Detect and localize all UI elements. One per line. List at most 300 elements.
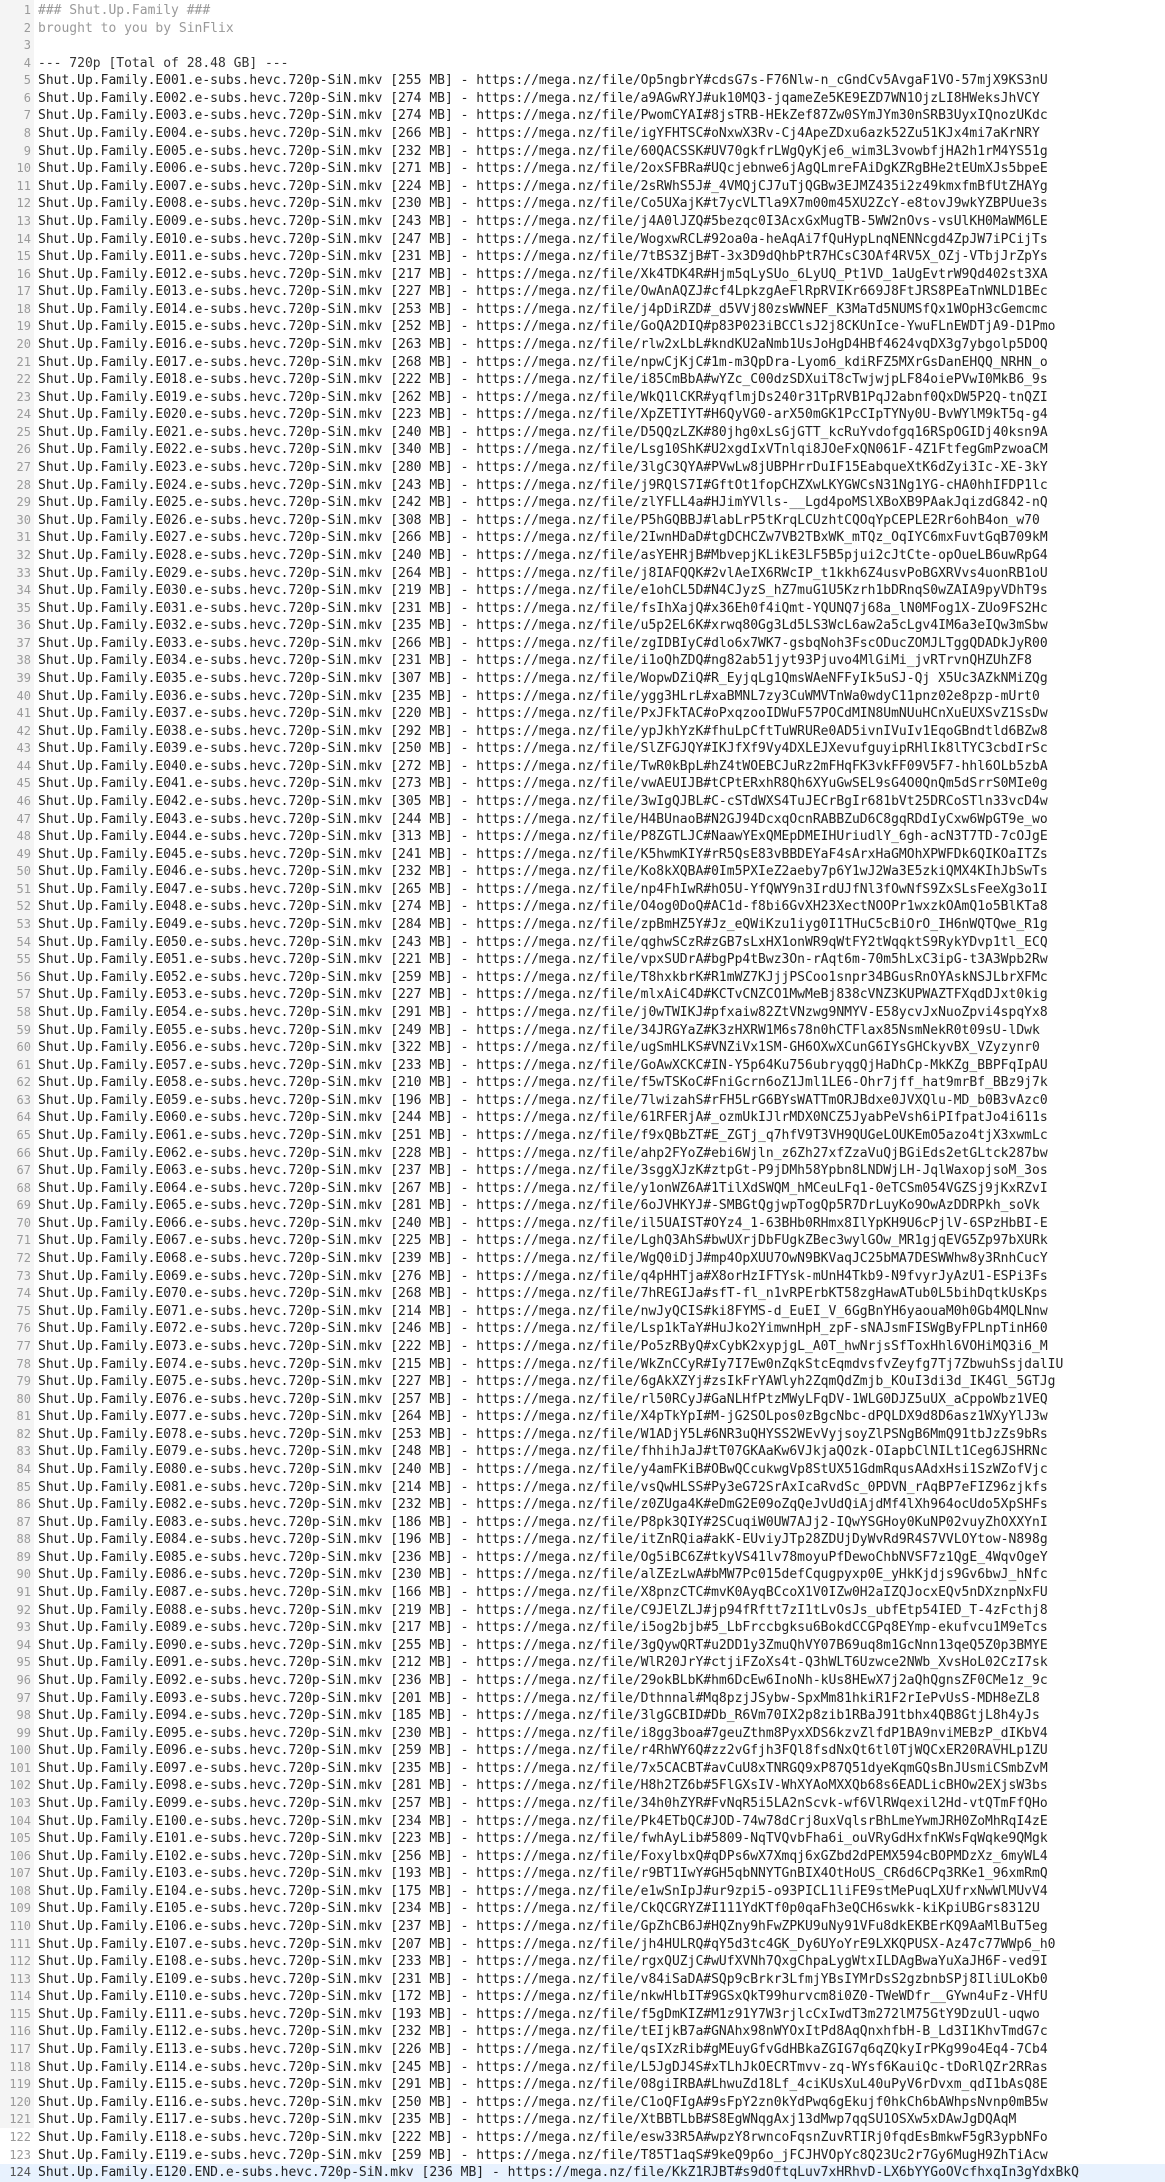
editor-line[interactable]	[0, 1356, 1165, 1374]
line-number: 118	[9, 2059, 31, 2074]
line-text[interactable]: Shut.Up.Family.E088.e-subs.hevc.720p-SiN.mkv [219 MB] - https://mega.nz/file/C9JElZLJ#jp94fRftt7zI1tLvOsJs_ubfEtp54IED_T-4zFcthj8	[38, 1602, 1048, 1618]
line-text[interactable]: Shut.Up.Family.E075.e-subs.hevc.720p-SiN.mkv [227 MB] - https://mega.nz/file/6gAkXZYj#zsIkFrYAWlyh2ZqmQdZmjb_KOuI3di3d_IK4Gl_5GTJg	[38, 1374, 1056, 1390]
line-text[interactable]: Shut.Up.Family.E083.e-subs.hevc.720p-SiN.mkv [186 MB] - https://mega.nz/file/P8pk3QIY#2SCuqiW0UW7AJj2-IQwYSGHoy0KuNP02vuyZhOXXYnI	[38, 1514, 1048, 1530]
line-text[interactable]: Shut.Up.Family.E046.e-subs.hevc.720p-SiN.mkv [232 MB] - https://mega.nz/file/Ko8kXQBA#0Im5PXIeZ2aeby7p6Y1wJ2Wa3E5zkiQMX4KIhJbSwTs	[38, 864, 1048, 880]
line-number: 8	[23, 126, 31, 141]
editor-line[interactable]	[0, 1848, 1165, 1866]
line-number: 43	[16, 741, 31, 756]
editor-line[interactable]	[0, 547, 1165, 565]
line-text[interactable]: Shut.Up.Family.E047.e-subs.hevc.720p-SiN.mkv [265 MB] - https://mega.nz/file/np4FhIwR#hO5U-YfQWY9n3IrdUJfNl3fOwNfS9ZxSLsFeeXg3o1I	[38, 881, 1048, 897]
editor-line[interactable]	[0, 406, 1165, 424]
line-text[interactable]: Shut.Up.Family.E055.e-subs.hevc.720p-SiN.mkv [249 MB] - https://mega.nz/file/34JRGYaZ#K3zHXRW1M6s78n0hCTFlax85NsmNekR0t09sU-lDwk	[38, 1022, 1040, 1038]
line-text[interactable]: Shut.Up.Family.E116.e-subs.hevc.720p-SiN.mkv [250 MB] - https://mega.nz/file/C1oQFIgA#9sFpY2zn0kYdPwq6gEkujf0hkCh6bAWhpsNvnp0mB5w	[38, 2094, 1048, 2110]
line-number: 85	[16, 1479, 31, 1494]
editor-line[interactable]	[0, 1162, 1165, 1180]
editor-line[interactable]	[0, 1795, 1165, 1813]
line-text[interactable]: Shut.Up.Family.E021.e-subs.hevc.720p-SiN.mkv [240 MB] - https://mega.nz/file/D5QQzLZK#80jhg0xLsGjGTT_kcRuYvdofgq16RSpOGIDj40ksn9A	[38, 424, 1048, 440]
line-number: 106	[9, 1848, 31, 1863]
editor-line[interactable]	[0, 1760, 1165, 1778]
editor-line[interactable]	[0, 1936, 1165, 1954]
editor-line[interactable]	[0, 1109, 1165, 1127]
line-number: 74	[16, 1286, 31, 1301]
editor-line[interactable]	[0, 1830, 1165, 1848]
editor-line[interactable]	[0, 951, 1165, 969]
line-text[interactable]: Shut.Up.Family.E103.e-subs.hevc.720p-SiN.mkv [193 MB] - https://mega.nz/file/r9BT1IwY#GH5qbNNYTGnBIX4OtHoUS_CR6d6CPq3RKe1_96xmRmQ	[38, 1866, 1048, 1882]
line-text[interactable]: Shut.Up.Family.E079.e-subs.hevc.720p-SiN.mkv [248 MB] - https://mega.nz/file/fhhihJaJ#tT07GKAaKw6VJkjaQOzk-OIapbClNILt1Ceg6JSHRNc	[38, 1444, 1048, 1460]
line-number: 122	[9, 2129, 31, 2144]
line-text[interactable]: Shut.Up.Family.E051.e-subs.hevc.720p-SiN.mkv [221 MB] - https://mega.nz/file/vpxSUDrA#bgPp4tBwz3On-rAqt6m-70m5hLxC3ipG-t3A3Wpb2Rw	[38, 952, 1048, 968]
editor-line[interactable]	[0, 160, 1165, 178]
line-text[interactable]: Shut.Up.Family.E025.e-subs.hevc.720p-SiN.mkv [242 MB] - https://mega.nz/file/zlYFLL4a#HJimYVlls-__Lgd4poMSlXBoXB9PAakJqizdG842-nQ	[38, 495, 1048, 511]
line-text[interactable]: Shut.Up.Family.E050.e-subs.hevc.720p-SiN.mkv [243 MB] - https://mega.nz/file/qghwSCzR#zGB7sLxHX1onWR9qWtFY2tWqqktS9RykYDvp1tl_ECQ	[38, 934, 1048, 950]
line-text[interactable]: Shut.Up.Family.E106.e-subs.hevc.720p-SiN.mkv [237 MB] - https://mega.nz/file/GpZhCB6J#HQZny9hFwZPKU9uNy91VFu8dkEKBErKQ9AaMlBuT5eg	[38, 1919, 1048, 1935]
line-text[interactable]: Shut.Up.Family.E086.e-subs.hevc.720p-SiN.mkv [230 MB] - https://mega.nz/file/alZEzLwA#bMW7Pc015defCqugpyxp0E_yHkKjdjs9Gv6bwJ_hNfc	[38, 1567, 1048, 1583]
line-text[interactable]: Shut.Up.Family.E095.e-subs.hevc.720p-SiN.mkv [230 MB] - https://mega.nz/file/i8gg3boa#7geuZthm8PyxXDS6kzvZlfdP1BA9nviMEBzP_dIKbV4	[38, 1725, 1048, 1741]
editor-line[interactable]	[0, 1619, 1165, 1637]
editor-line[interactable]	[0, 512, 1165, 530]
editor-line[interactable]	[0, 55, 1165, 73]
editor-line[interactable]	[0, 2059, 1165, 2077]
editor-line[interactable]	[0, 1883, 1165, 1901]
editor-line[interactable]	[0, 424, 1165, 442]
editor-line[interactable]	[0, 195, 1165, 213]
line-text[interactable]: Shut.Up.Family.E069.e-subs.hevc.720p-SiN.mkv [276 MB] - https://mega.nz/file/q4pHHTja#X8orHzIFTYsk-mUnH4Tkb9-N9fvyrJyAzU1-ESPi3Fs	[38, 1268, 1048, 1284]
editor-line[interactable]	[0, 705, 1165, 723]
line-number: 40	[16, 688, 31, 703]
line-text[interactable]: Shut.Up.Family.E112.e-subs.hevc.720p-SiN.mkv [232 MB] - https://mega.nz/file/tEIjkB7a#GNAhx98nWYOxItPd8AqQnxhfbH-B_Ld3I1KhvTmdG7c	[38, 2024, 1048, 2040]
line-text[interactable]: Shut.Up.Family.E066.e-subs.hevc.720p-SiN.mkv [240 MB] - https://mega.nz/file/il5UAIST#OYz4_1-63BHb0RHmx8IlYpKH9U6cPjlV-6SPzHbBI-E	[38, 1215, 1048, 1231]
editor-line[interactable]	[0, 1602, 1165, 1620]
line-number: 9	[23, 143, 31, 158]
line-text[interactable]: --- 720p [Total of 28.48 GB] ---	[38, 55, 289, 71]
line-text[interactable]: Shut.Up.Family.E036.e-subs.hevc.720p-SiN.mkv [235 MB] - https://mega.nz/file/ygg3HLrL#xaBMNL7zy3CuWMVTnWa0wdyC11pnz02e8pzp-mUrt0	[38, 688, 1040, 704]
editor-line[interactable]	[0, 2129, 1165, 2147]
line-text[interactable]: Shut.Up.Family.E006.e-subs.hevc.720p-SiN.mkv [271 MB] - https://mega.nz/file/2oxSFBRa#UQcjebnwe6jAgQLmreFAiDgKZRgBHe2tEUmXJs5bpeE	[38, 161, 1048, 177]
line-text[interactable]: Shut.Up.Family.E015.e-subs.hevc.720p-SiN.mkv [252 MB] - https://mega.nz/file/GoQA2DIQ#p83P023iBCClsJ2j8CKUnIce-YwuFLnEWDTjA9-D1Pmo	[38, 319, 1056, 335]
editor-line[interactable]	[0, 1074, 1165, 1092]
editor-line[interactable]	[0, 1320, 1165, 1338]
editor-line[interactable]	[0, 670, 1165, 688]
line-text[interactable]: Shut.Up.Family.E092.e-subs.hevc.720p-SiN.mkv [236 MB] - https://mega.nz/file/29okBLbK#hm6DcEw6InoNh-kUs8HEwX7j2aQhQgnsZF0CMe1z_9c	[38, 1672, 1048, 1688]
line-number: 35	[16, 600, 31, 615]
line-text[interactable]: Shut.Up.Family.E018.e-subs.hevc.720p-SiN.mkv [222 MB] - https://mega.nz/file/i85CmBbA#wYZc_C00dzSDXuiT8cTwjwjpLF84oiePVwI0MkB6_9s	[38, 372, 1048, 388]
line-text[interactable]: Shut.Up.Family.E102.e-subs.hevc.720p-SiN.mkv [256 MB] - https://mega.nz/file/FoxylbxQ#qDPs6wX7Xmqj6xGZbd2dPEMX594cBOPMDzXz_6myWL4	[38, 1848, 1048, 1864]
line-text[interactable]: Shut.Up.Family.E107.e-subs.hevc.720p-SiN.mkv [207 MB] - https://mega.nz/file/jh4HULRQ#qY5d3tc4GK_Dy6UYoYrE9LXKQPUSX-Az47c77WWp6_h0	[38, 1936, 1056, 1952]
line-number: 107	[9, 1866, 31, 1881]
line-text[interactable]: Shut.Up.Family.E060.e-subs.hevc.720p-SiN.mkv [244 MB] - https://mega.nz/file/61RFERjA#_ozmUkIJlrMDX0NCZ5JyabPeVsh6iPIfpatJo4i611s	[38, 1110, 1048, 1126]
line-number: 93	[16, 1620, 31, 1635]
editor-line[interactable]	[0, 1531, 1165, 1549]
editor-line[interactable]	[0, 986, 1165, 1004]
editor-line[interactable]	[0, 881, 1165, 899]
line-text[interactable]: Shut.Up.Family.E100.e-subs.hevc.720p-SiN.mkv [234 MB] - https://mega.nz/file/Pk4ETbQC#JOD-74w78dCrj8uxVqlsrBhLmeYwmJRH0ZoMhRqI4zE	[38, 1813, 1048, 1829]
editor-line[interactable]	[0, 775, 1165, 793]
editor-line[interactable]	[0, 635, 1165, 653]
current-editor-line[interactable]	[0, 2164, 1165, 2182]
line-text[interactable]: Shut.Up.Family.E028.e-subs.hevc.720p-SiN.mkv [240 MB] - https://mega.nz/file/asYEHRjB#MbvepjKLikE3LF5B5pjui2cJtCte-opOueLB6uwRpG4	[38, 547, 1048, 563]
line-text[interactable]: Shut.Up.Family.E077.e-subs.hevc.720p-SiN.mkv [264 MB] - https://mega.nz/file/X4pTkYpI#M-jG2SOLpos0zBgcNbc-dPQLDX9d8D6asz1WXyYlJ3w	[38, 1409, 1048, 1425]
line-text[interactable]: Shut.Up.Family.E008.e-subs.hevc.720p-SiN.mkv [230 MB] - https://mega.nz/file/Co5UXajK#t7ycVLTla9X7m00m45XU2ZcY-e8tovJ9wkYZBPUue3s	[38, 196, 1048, 212]
line-number: 123	[9, 2147, 31, 2162]
line-text[interactable]: Shut.Up.Family.E004.e-subs.hevc.720p-SiN.mkv [266 MB] - https://mega.nz/file/igYFHTSC#oNxwX3Rv-Cj4ApeZDxu6azk52Zu51KJx4mi7aKrNRY	[38, 126, 1040, 142]
line-text[interactable]: Shut.Up.Family.E038.e-subs.hevc.720p-SiN.mkv [292 MB] - https://mega.nz/file/ypJkhYzK#fhuLpCftTuWRURe0AD5ivnIVuIv1EqoGBndtld6BZw8	[38, 723, 1048, 739]
line-text[interactable]: Shut.Up.Family.E009.e-subs.hevc.720p-SiN.mkv [243 MB] - https://mega.nz/file/j4A0lJZQ#5bezqc0I3AcxGxMugTB-5WW2nOvs-vsUlKH0MaWM6LE	[38, 213, 1048, 229]
line-text[interactable]: Shut.Up.Family.E105.e-subs.hevc.720p-SiN.mkv [234 MB] - https://mega.nz/file/CkQCGRYZ#I111YdKTf0p0qaFh3eQCH6swkk-kiKpiUBGrs8312U	[38, 1901, 1040, 1917]
line-text[interactable]: Shut.Up.Family.E084.e-subs.hevc.720p-SiN.mkv [196 MB] - https://mega.nz/file/itZnRQia#akK-EUviyJTp28ZDUjDyWvRd9R4S7VVLOYtow-N898g	[38, 1532, 1048, 1548]
editor-line[interactable]	[0, 125, 1165, 143]
line-number: 64	[16, 1110, 31, 1125]
line-text[interactable]: Shut.Up.Family.E104.e-subs.hevc.720p-SiN.mkv [175 MB] - https://mega.nz/file/e1wSnIpJ#ur9zpi5-o93PICL1liFE9stMePuqLXUfrxNwWlMUvV4	[38, 1883, 1048, 1899]
line-text[interactable]: Shut.Up.Family.E043.e-subs.hevc.720p-SiN.mkv [244 MB] - https://mega.nz/file/H4BUnaoB#N2GJ94DcxqOcnRABBZuD6C8gqRDdIyCxw6WpGT9e_wo	[38, 811, 1048, 827]
line-text[interactable]: Shut.Up.Family.E034.e-subs.hevc.720p-SiN.mkv [231 MB] - https://mega.nz/file/i1oQhZDQ#ng82ab51jyt93Pjuvo4MlGiMi_jvRTrvnQHZUhZF8	[38, 653, 1032, 669]
line-number: 116	[9, 2024, 31, 2039]
line-text[interactable]: Shut.Up.Family.E059.e-subs.hevc.720p-SiN.mkv [196 MB] - https://mega.nz/file/7lwizahS#rFH5LrG6BYsWATTmORJBdxe0JVXQlu-MD_b0B3vAzc0	[38, 1092, 1048, 1108]
line-text[interactable]: Shut.Up.Family.E067.e-subs.hevc.720p-SiN.mkv [225 MB] - https://mega.nz/file/LghQ3AhS#bwUXrjDbFUgkZBec3wylGOw_MR1gjqEVG5Zp97bXURk	[38, 1233, 1048, 1249]
editor-line[interactable]	[0, 1004, 1165, 1022]
line-text[interactable]: Shut.Up.Family.E020.e-subs.hevc.720p-SiN.mkv [223 MB] - https://mega.nz/file/XpZETIYT#H6QyVG0-arX50mGK1PcCIpTYNy0U-BvWYlM9kT5q-g4	[38, 407, 1048, 423]
line-text[interactable]: Shut.Up.Family.E090.e-subs.hevc.720p-SiN.mkv [255 MB] - https://mega.nz/file/3gQywQRT#u2DD1y3ZmuQhVY07B69uq8m1GcNnn13qeQ5Z0p3BMYE	[38, 1637, 1048, 1653]
editor-line[interactable]	[0, 1215, 1165, 1233]
editor-line[interactable]	[0, 1584, 1165, 1602]
line-text[interactable]: Shut.Up.Family.E109.e-subs.hevc.720p-SiN.mkv [231 MB] - https://mega.nz/file/v84iSaDA#SQp9cBrkr3LfmjYBsIYMrDsS2gzbnbSPj8IliULoKb0	[38, 1971, 1048, 1987]
line-number: 57	[16, 987, 31, 1002]
line-number: 78	[16, 1356, 31, 1371]
line-number: 79	[16, 1374, 31, 1389]
line-number: 42	[16, 723, 31, 738]
editor-line[interactable]	[0, 600, 1165, 618]
line-number: 29	[16, 495, 31, 510]
editor-line[interactable]	[0, 1426, 1165, 1444]
line-text[interactable]: Shut.Up.Family.E019.e-subs.hevc.720p-SiN.mkv [262 MB] - https://mega.nz/file/WkQ1lCKR#yqflmjDs240r31TpRVB1PqJ2abnf0QxDW5P2Q-tnQZI	[38, 389, 1048, 405]
editor-line[interactable]	[0, 1479, 1165, 1497]
line-text[interactable]: Shut.Up.Family.E120.END.e-subs.hevc.720p-SiN.mkv [236 MB] - https://mega.nz/file/KkZ1RJBT#s9dOftqLuv7xHRhvD-LX6bYYGoOVcfhxqIn3gYdxBkQ	[38, 2165, 1079, 2181]
editor-line[interactable]	[0, 2, 1165, 20]
line-text[interactable]: Shut.Up.Family.E094.e-subs.hevc.720p-SiN.mkv [185 MB] - https://mega.nz/file/3lgGCBID#Db_R6Vm70IX2p8zib1RBaJ91tbhx4QB8GtjL8h4yJs	[38, 1708, 1040, 1724]
editor-line[interactable]	[0, 1461, 1165, 1479]
line-text[interactable]: Shut.Up.Family.E012.e-subs.hevc.720p-SiN.mkv [217 MB] - https://mega.nz/file/Xk4TDK4R#Hjm5qLySUo_6LyUQ_Pt1VD_1aUgEvtrW9Qd402st3XA	[38, 266, 1048, 282]
line-number: 101	[9, 1760, 31, 1775]
line-number: 121	[9, 2112, 31, 2127]
editor-line[interactable]	[0, 213, 1165, 231]
line-text[interactable]: Shut.Up.Family.E091.e-subs.hevc.720p-SiN.mkv [212 MB] - https://mega.nz/file/WlR20JrY#ctjiFZoXs4t-Q3hWLT6Uzwce2NWb_XvsHoL02CzI7sk	[38, 1655, 1048, 1671]
editor-line[interactable]	[0, 1391, 1165, 1409]
editor-line[interactable]	[0, 1180, 1165, 1198]
line-text[interactable]: Shut.Up.Family.E033.e-subs.hevc.720p-SiN.mkv [266 MB] - https://mega.nz/file/zgIDBIyC#dlo6x7WK7-gsbqNoh3FscODucZOMJLTggQDADkJyR00	[38, 635, 1048, 651]
editor-line[interactable]	[0, 1057, 1165, 1075]
editor-line[interactable]	[0, 283, 1165, 301]
line-text[interactable]: Shut.Up.Family.E049.e-subs.hevc.720p-SiN.mkv [284 MB] - https://mega.nz/file/zpBmHZ5Y#Jz_eQWiKzu1iyg0I1THuC5cBiOrO_IH6nWQTQwe_R1g	[38, 917, 1048, 933]
editor-line[interactable]	[0, 1813, 1165, 1831]
line-text[interactable]: brought to you by SinFlix	[38, 20, 234, 36]
line-text[interactable]: Shut.Up.Family.E076.e-subs.hevc.720p-SiN.mkv [257 MB] - https://mega.nz/file/rl50RCyJ#GaNLHfPtzMWyLFqDV-1WLG0DJZ5uUX_aCppoWbz1VEQ	[38, 1391, 1048, 1407]
editor-line[interactable]	[0, 72, 1165, 90]
editor-line[interactable]	[0, 1654, 1165, 1672]
line-text[interactable]: Shut.Up.Family.E045.e-subs.hevc.720p-SiN.mkv [241 MB] - https://mega.nz/file/K5hwmKIY#rR5QsE83vBBDEYaF4sArxHaGMOhXPWFDk6QIKOaITZs	[38, 846, 1048, 862]
editor-line[interactable]	[0, 565, 1165, 583]
line-number: 75	[16, 1303, 31, 1318]
line-text[interactable]: Shut.Up.Family.E111.e-subs.hevc.720p-SiN.mkv [193 MB] - https://mega.nz/file/f5gDmKIZ#M1z91Y7W3rjlcCxIwdT3m272lM75GtY9DzuUl-uqwo	[38, 2006, 1040, 2022]
editor-line[interactable]	[0, 1092, 1165, 1110]
line-text[interactable]: Shut.Up.Family.E074.e-subs.hevc.720p-SiN.mkv [215 MB] - https://mega.nz/file/WkZnCCyR#Iy7I7Ew0nZqkStcEqmdvsfvZeyfg7Tj7ZbwuhSsjdalIU	[38, 1356, 1064, 1372]
editor-line[interactable]	[0, 811, 1165, 829]
line-text[interactable]: Shut.Up.Family.E110.e-subs.hevc.720p-SiN.mkv [172 MB] - https://mega.nz/file/nkwHlbIT#9GSxQkT99hurvcm8i0Z0-TWeWDfr__GYwn4uFz-VHfU	[38, 1989, 1048, 2005]
line-number: 115	[9, 2006, 31, 2021]
line-text[interactable]: Shut.Up.Family.E063.e-subs.hevc.720p-SiN.mkv [237 MB] - https://mega.nz/file/3sggXJzK#ztpGt-P9jDMh58Ypbn8LNDWjLH-JqlWaxopjsoM_3os	[38, 1163, 1048, 1179]
editor-line[interactable]	[0, 1953, 1165, 1971]
editor-line[interactable]	[0, 354, 1165, 372]
editor-line[interactable]	[0, 143, 1165, 161]
line-text[interactable]: Shut.Up.Family.E003.e-subs.hevc.720p-SiN.mkv [274 MB] - https://mega.nz/file/PwomCYAI#8jsTRB-HEkZef87Zw0SYmJYm30nSRB3UyxIQnozUKdc	[38, 108, 1048, 124]
line-number: 94	[16, 1637, 31, 1652]
editor-line[interactable]	[0, 1777, 1165, 1795]
editor-line[interactable]	[0, 1971, 1165, 1989]
editor-line[interactable]	[0, 652, 1165, 670]
line-text[interactable]: Shut.Up.Family.E027.e-subs.hevc.720p-SiN.mkv [266 MB] - https://mega.nz/file/2IwnHDaD#tgDCHCZw7VB2TBxWK_mTQz_OqIYC6mxFuvtGqB709kM	[38, 530, 1048, 546]
line-text[interactable]: Shut.Up.Family.E010.e-subs.hevc.720p-SiN.mkv [247 MB] - https://mega.nz/file/WogxwRCL#92oa0a-heAqAi7fQuHypLnqNENNcgd4ZpJW7iPCijTs	[38, 231, 1048, 247]
editor-line[interactable]	[0, 1268, 1165, 1286]
line-text[interactable]: Shut.Up.Family.E113.e-subs.hevc.720p-SiN.mkv [226 MB] - https://mega.nz/file/qsIXzRib#gMEuyGfvGdHBkaZGIG7q6qZQkyIrPKg99o4Eq4-7Cb4	[38, 2042, 1048, 2058]
line-text[interactable]: Shut.Up.Family.E085.e-subs.hevc.720p-SiN.mkv [236 MB] - https://mega.nz/file/Og5iBC6Z#tkyVS41lv78moyuPfDewoChbNVSF7z1QgE_4WqvOgeY	[38, 1549, 1048, 1565]
line-number: 31	[16, 530, 31, 545]
editor-line[interactable]	[0, 758, 1165, 776]
line-text[interactable]: Shut.Up.Family.E039.e-subs.hevc.720p-SiN.mkv [250 MB] - https://mega.nz/file/SlZFGJQY#IKJfXf9Vy4DXLEJXevufguyipRHlIk8lTYC3cbdIrSc	[38, 741, 1048, 757]
line-text[interactable]: Shut.Up.Family.E052.e-subs.hevc.720p-SiN.mkv [259 MB] - https://mega.nz/file/T8hxkbrK#R1mWZ7KJjjPSCoo1snpr34BGusRnOYAskNSJLbrXFMc	[38, 969, 1048, 985]
line-text[interactable]: Shut.Up.Family.E119.e-subs.hevc.720p-SiN.mkv [259 MB] - https://mega.nz/file/T85T1aqS#9keQ9p6o_jFCJHVOpYc8Q23Uc2r7Gy6MugH9ZhTiAcw	[38, 2147, 1048, 2163]
editor-line[interactable]	[0, 934, 1165, 952]
editor-line[interactable]	[0, 1496, 1165, 1514]
line-number: 124	[9, 2165, 31, 2180]
line-text[interactable]: Shut.Up.Family.E032.e-subs.hevc.720p-SiN.mkv [235 MB] - https://mega.nz/file/u5p2EL6K#xrwq80Gg3Ld5LS3WcL6aw2a5cLgv4IM6a3eIQw3mSbw	[38, 618, 1048, 634]
editor-line[interactable]	[0, 723, 1165, 741]
editor-line[interactable]	[0, 1690, 1165, 1708]
editor-line[interactable]	[0, 846, 1165, 864]
editor-line[interactable]	[0, 231, 1165, 249]
line-text[interactable]: Shut.Up.Family.E089.e-subs.hevc.720p-SiN.mkv [217 MB] - https://mega.nz/file/i5og2bjb#5_LbFrccbgksu6BokdCCGPq8EYmp-ekufvcu1M9eTcs	[38, 1620, 1048, 1636]
editor-lines[interactable]	[0, 2, 1165, 2182]
editor-line[interactable]	[0, 266, 1165, 284]
editor-line[interactable]	[0, 2094, 1165, 2112]
line-number: 108	[9, 1883, 31, 1898]
editor-line[interactable]	[0, 1707, 1165, 1725]
editor-line[interactable]	[0, 1443, 1165, 1461]
line-number: 91	[16, 1585, 31, 1600]
editor-line[interactable]	[0, 916, 1165, 934]
editor-line[interactable]	[0, 1285, 1165, 1303]
editor-line[interactable]	[0, 1408, 1165, 1426]
editor-line[interactable]	[0, 248, 1165, 266]
editor-line[interactable]	[0, 1988, 1165, 2006]
line-text[interactable]: Shut.Up.Family.E007.e-subs.hevc.720p-SiN.mkv [224 MB] - https://mega.nz/file/2sRWhS5J#_4VMQjCJ7uTjQGBw3EJMZ435i2z49kmxfmBfUtZHAYg	[38, 178, 1048, 194]
line-text[interactable]: Shut.Up.Family.E064.e-subs.hevc.720p-SiN.mkv [267 MB] - https://mega.nz/file/y1onWZ6A#1TilXdSWQM_hMCeuLFq1-0eTCSm054VGZSj9jKxRZvI	[38, 1180, 1048, 1196]
editor-line[interactable]	[0, 1197, 1165, 1215]
line-text[interactable]: Shut.Up.Family.E099.e-subs.hevc.720p-SiN.mkv [257 MB] - https://mega.nz/file/34h0hZYR#FvNqR5i5LA2nScvk-wf6VlRWqexil2Hd-vtQTmFfQHo	[38, 1795, 1048, 1811]
line-text[interactable]: Shut.Up.Family.E068.e-subs.hevc.720p-SiN.mkv [239 MB] - https://mega.nz/file/WgQ0iDjJ#mp4OpXUU7OwN9BKVaqJC25bMA7DESWWhw8y3RnhCucY	[38, 1251, 1048, 1267]
editor-line[interactable]	[0, 1338, 1165, 1356]
editor-line[interactable]	[0, 1637, 1165, 1655]
line-text[interactable]: Shut.Up.Family.E031.e-subs.hevc.720p-SiN.mkv [231 MB] - https://mega.nz/file/fsIhXajQ#x36Eh0f4iQmt-YQUNQ7j68a_lN0MFog1X-ZUo9FS2Hc	[38, 600, 1048, 616]
editor-line[interactable]	[0, 107, 1165, 125]
line-text[interactable]: Shut.Up.Family.E072.e-subs.hevc.720p-SiN.mkv [246 MB] - https://mega.nz/file/Lsp1kTaY#HuJko2YimwnHpH_zpF-sNAJsmFISWgByFPLnpTinH60	[38, 1321, 1048, 1337]
line-number: 17	[16, 284, 31, 299]
editor-line[interactable]	[0, 740, 1165, 758]
line-number: 100	[9, 1743, 31, 1758]
line-text[interactable]: Shut.Up.Family.E024.e-subs.hevc.720p-SiN.mkv [243 MB] - https://mega.nz/file/j9RQlS7I#GftOt1fopCHZXwLKYGWCsN31Ng1YG-cHA0hhIFDP1lc	[38, 477, 1048, 493]
line-text[interactable]: ### Shut.Up.Family ###	[38, 3, 211, 18]
editor-line[interactable]	[0, 178, 1165, 196]
line-text[interactable]: Shut.Up.Family.E093.e-subs.hevc.720p-SiN.mkv [201 MB] - https://mega.nz/file/Dthnnal#Mq8pzjJSybw-SpxMm81hkiR1F2rIePvUsS-MDH8eZL8	[38, 1690, 1040, 1706]
editor-line[interactable]	[0, 459, 1165, 477]
editor-line[interactable]	[0, 2041, 1165, 2059]
line-text[interactable]: Shut.Up.Family.E078.e-subs.hevc.720p-SiN.mkv [253 MB] - https://mega.nz/file/W1ADjY5L#6NR3uQHYSS2WEvVyjsoyZlPSNgB6MmQ91tbJzZs9bRs	[38, 1426, 1048, 1442]
editor-line[interactable]	[0, 1303, 1165, 1321]
line-number: 97	[16, 1690, 31, 1705]
editor-line[interactable]	[0, 1566, 1165, 1584]
line-text[interactable]: Shut.Up.Family.E029.e-subs.hevc.720p-SiN.mkv [264 MB] - https://mega.nz/file/j8IAFQQK#2vlAeIX6RWcIP_t1kkh6Z4usvPoBGXRVvs4uonRB1oU	[38, 565, 1048, 581]
editor-line[interactable]	[0, 1127, 1165, 1145]
line-text[interactable]: Shut.Up.Family.E081.e-subs.hevc.720p-SiN.mkv [214 MB] - https://mega.nz/file/vsQwHLSS#Py3eG72SrAxIcaRvdSc_0PDVN_rAqBP7eFIZ96zjkfs	[38, 1479, 1048, 1495]
line-number: 21	[16, 354, 31, 369]
line-text[interactable]: Shut.Up.Family.E016.e-subs.hevc.720p-SiN.mkv [263 MB] - https://mega.nz/file/rlw2xLbL#kndKU2aNmb1UsJoHgD4HBf4624vqDX3g7ybgolp5DOQ	[38, 336, 1048, 352]
line-text[interactable]: Shut.Up.Family.E014.e-subs.hevc.720p-SiN.mkv [253 MB] - https://mega.nz/file/j4pDiRZD#_d5VVj80zsWWNEF_K3MaTd5NUMSfQx1WOpH3cGemcmc	[38, 301, 1048, 317]
line-number: 98	[16, 1708, 31, 1723]
editor-line[interactable]	[0, 371, 1165, 389]
line-number: 117	[9, 2042, 31, 2057]
line-text[interactable]: Shut.Up.Family.E080.e-subs.hevc.720p-SiN.mkv [240 MB] - https://mega.nz/file/y4amFKiB#OBwQCcukwgVp8StUX51GdmRqusAAdxHsi1SzWZofVjc	[38, 1461, 1048, 1477]
line-number: 71	[16, 1233, 31, 1248]
editor-line[interactable]	[0, 1145, 1165, 1163]
line-number: 83	[16, 1444, 31, 1459]
line-number: 110	[9, 1919, 31, 1934]
line-number: 69	[16, 1198, 31, 1213]
line-number: 105	[9, 1831, 31, 1846]
line-text[interactable]: Shut.Up.Family.E023.e-subs.hevc.720p-SiN.mkv [280 MB] - https://mega.nz/file/3lgC3QYA#PVwLw8jUBPHrrDuIF15EabqueXtK6dZyi3Ic-XE-3kY	[38, 460, 1048, 476]
editor-line[interactable]	[0, 793, 1165, 811]
line-text[interactable]: Shut.Up.Family.E108.e-subs.hevc.720p-SiN.mkv [233 MB] - https://mega.nz/file/rgxQUZjC#wUfXVNh7QxgChpaLygWtxILDAgBwaYuXaJH6F-ved9I	[38, 1954, 1048, 1970]
line-text[interactable]: Shut.Up.Family.E054.e-subs.hevc.720p-SiN.mkv [291 MB] - https://mega.nz/file/j0wTWIKJ#pfxaiw82ZtVNzwg9NMYV-E58ycvJxNuoZpvi4spqYx8	[38, 1004, 1048, 1020]
line-text[interactable]: Shut.Up.Family.E013.e-subs.hevc.720p-SiN.mkv [227 MB] - https://mega.nz/file/OwAnAQZJ#cf4LpkzgAeFlRpRVIKr669J8FtJRS8PEaTnWNLD1BEc	[38, 284, 1048, 300]
editor-line[interactable]	[0, 1250, 1165, 1268]
editor-line[interactable]	[0, 20, 1165, 38]
line-text[interactable]: Shut.Up.Family.E115.e-subs.hevc.720p-SiN.mkv [291 MB] - https://mega.nz/file/08giIRBA#LhwuZd18Lf_4ciKUsXuL40uPyV6rDvxm_qdI1bAsQ8E	[38, 2077, 1048, 2093]
editor-line[interactable]	[0, 477, 1165, 495]
editor-line[interactable]	[0, 441, 1165, 459]
editor-line[interactable]	[0, 1918, 1165, 1936]
editor-line[interactable]	[0, 336, 1165, 354]
editor-line[interactable]	[0, 1039, 1165, 1057]
editor-line[interactable]	[0, 1725, 1165, 1743]
editor-line[interactable]	[0, 1549, 1165, 1567]
line-text[interactable]: Shut.Up.Family.E082.e-subs.hevc.720p-SiN.mkv [232 MB] - https://mega.nz/file/z0ZUga4K#eDmG2E09oZqQeJvUdQiAjdMf4lXh964ocUdo5XpSHFs	[38, 1497, 1048, 1513]
editor-line[interactable]	[0, 582, 1165, 600]
line-text[interactable]: Shut.Up.Family.E053.e-subs.hevc.720p-SiN.mkv [227 MB] - https://mega.nz/file/mlxAiC4D#KCTvCNZCO1MwMeBj838cVNZ3KUPWAZTFXqdDJxt0kig	[38, 987, 1048, 1003]
line-number: 36	[16, 618, 31, 633]
editor-line[interactable]	[0, 1865, 1165, 1883]
line-text[interactable]: Shut.Up.Family.E017.e-subs.hevc.720p-SiN.mkv [268 MB] - https://mega.nz/file/npwCjKjC#1m-m3QpDra-Lyom6_kdiRFZ5MXrGsDanEHQQ_NRHN_o	[38, 354, 1048, 370]
line-text[interactable]: Shut.Up.Family.E087.e-subs.hevc.720p-SiN.mkv [166 MB] - https://mega.nz/file/X8pnzCTC#mvK0AyqBCcoX1V0IZw0H2aIZQJocxEQv5nDXznpNxFU	[38, 1585, 1048, 1601]
line-text[interactable]: Shut.Up.Family.E022.e-subs.hevc.720p-SiN.mkv [340 MB] - https://mega.nz/file/Lsg10ShK#U2xgdIxVTnlqi8JOeFxQN061F-4Z1FtfegGmPzwoaCM	[38, 442, 1048, 458]
editor-line[interactable]	[0, 37, 1165, 55]
line-text[interactable]: Shut.Up.Family.E026.e-subs.hevc.720p-SiN.mkv [308 MB] - https://mega.nz/file/P5hGQBBJ#labLrP5tKrqLCUzhtCQOqYpCEPLE2Rr6ohB4on_w70	[38, 512, 1040, 528]
editor-line[interactable]	[0, 1514, 1165, 1532]
line-text[interactable]: Shut.Up.Family.E057.e-subs.hevc.720p-SiN.mkv [233 MB] - https://mega.nz/file/GoAwXCKC#IN-Y5p64Ku756ubryqgQjHaDhCp-MkKZg_BBPFqIpAU	[38, 1057, 1048, 1073]
line-text[interactable]: Shut.Up.Family.E117.e-subs.hevc.720p-SiN.mkv [235 MB] - https://mega.nz/file/XtBBTLbB#S8EgWNqgAxj13dMwp7qqSU1OSXw5xDAwJgDQAqM	[38, 2112, 1017, 2128]
line-text[interactable]: Shut.Up.Family.E005.e-subs.hevc.720p-SiN.mkv [232 MB] - https://mega.nz/file/60QACSSK#UV70gkfrLWgQyKje6_wim3L3vowbfjHA2h1rM4YS51g	[38, 143, 1048, 159]
editor-line[interactable]	[0, 828, 1165, 846]
line-text[interactable]: Shut.Up.Family.E061.e-subs.hevc.720p-SiN.mkv [251 MB] - https://mega.nz/file/f9xQBbZT#E_ZGTj_q7hfV9T3VH9QUGeLOUKEmO5azo4tjX3xwmLc	[38, 1128, 1048, 1143]
editor-line[interactable]	[0, 90, 1165, 108]
line-number: 38	[16, 653, 31, 668]
line-text[interactable]: Shut.Up.Family.E030.e-subs.hevc.720p-SiN.mkv [219 MB] - https://mega.nz/file/e1ohCL5D#N4CJyzS_hZ7muG1U5Kzrh1bDRnqS0wZAIA9pyVDhT9s	[38, 583, 1048, 599]
editor-line[interactable]	[0, 389, 1165, 407]
line-number: 104	[9, 1813, 31, 1828]
line-text[interactable]: Shut.Up.Family.E044.e-subs.hevc.720p-SiN.mkv [313 MB] - https://mega.nz/file/P8ZGTLJC#NaawYExQMEpDMEIHUriudlY_6gh-acN3T7TD-7cOJgE	[38, 829, 1048, 845]
line-text[interactable]: Shut.Up.Family.E096.e-subs.hevc.720p-SiN.mkv [259 MB] - https://mega.nz/file/r4RhWY6Q#zz2vGfjh3FQl8fsdNxQt6tl0TjWQCxER20RAVHLp1ZU	[38, 1743, 1048, 1759]
editor-line[interactable]	[0, 1022, 1165, 1040]
editor-line[interactable]	[0, 688, 1165, 706]
line-number: 41	[16, 706, 31, 721]
editor-line[interactable]	[0, 969, 1165, 987]
line-text[interactable]: Shut.Up.Family.E070.e-subs.hevc.720p-SiN.mkv [268 MB] - https://mega.nz/file/7hREGIJa#sfT-fl_n1vRPErbKT58zgHawATub0L5bihDqtkUsKps	[38, 1286, 1048, 1302]
editor-line[interactable]	[0, 1742, 1165, 1760]
editor-line[interactable]	[0, 617, 1165, 635]
editor-line[interactable]	[0, 1232, 1165, 1250]
line-number: 103	[9, 1795, 31, 1810]
line-text[interactable]: Shut.Up.Family.E040.e-subs.hevc.720p-SiN.mkv [272 MB] - https://mega.nz/file/TwR0kBpL#hZ4tWOEBCJuRz2mFHqFK3vkFF09V5F7-hhl6OLb5zbA	[38, 758, 1048, 774]
editor-line[interactable]	[0, 2006, 1165, 2024]
line-text[interactable]: Shut.Up.Family.E065.e-subs.hevc.720p-SiN.mkv [281 MB] - https://mega.nz/file/6oJVHKYJ#-SMBGtQgjwpTogQp5R7DrLuyKo9OwAzDDRPkh_soVk	[38, 1198, 1040, 1214]
line-text[interactable]: Shut.Up.Family.E062.e-subs.hevc.720p-SiN.mkv [228 MB] - https://mega.nz/file/ahp2FYoZ#ebi6Wjln_z6Zh27xfZzaVuQjBGiEds2etGLtck287bw	[38, 1145, 1048, 1161]
editor-line[interactable]	[0, 2147, 1165, 2165]
line-number: 26	[16, 442, 31, 457]
editor-line[interactable]	[0, 318, 1165, 336]
line-text[interactable]: Shut.Up.Family.E035.e-subs.hevc.720p-SiN.mkv [307 MB] - https://mega.nz/file/WopwDZiQ#R_EyjqLg1QmsWAeNFFyIk5uSJ-Qj X5Uc3AZkNMiZQg	[38, 670, 1048, 686]
editor-line[interactable]	[0, 2111, 1165, 2129]
line-number: 47	[16, 811, 31, 826]
editor-line[interactable]	[0, 1672, 1165, 1690]
line-text[interactable]: Shut.Up.Family.E011.e-subs.hevc.720p-SiN.mkv [231 MB] - https://mega.nz/file/7tBS3ZjB#T-3x3D9dQhbPtR7HCsC3OAf4RV5X_OZj-VTbjJrZpYs	[38, 249, 1048, 265]
editor-line[interactable]	[0, 2076, 1165, 2094]
line-text[interactable]: Shut.Up.Family.E058.e-subs.hevc.720p-SiN.mkv [210 MB] - https://mega.nz/file/f5wTSKoC#FniGcrn6oZ1Jml1LE6-Ohr7jff_hat9mrBf_BBz9j7k	[38, 1075, 1048, 1091]
line-number: 15	[16, 249, 31, 264]
editor-line[interactable]	[0, 1900, 1165, 1918]
editor-line[interactable]	[0, 1373, 1165, 1391]
line-number: 65	[16, 1128, 31, 1142]
line-text[interactable]: Shut.Up.Family.E073.e-subs.hevc.720p-SiN.mkv [222 MB] - https://mega.nz/file/Po5zRByQ#xCybK2xypjgL_A0T_hwNrjsSfToxHhl6VOHiMQ3i6_M	[38, 1338, 1048, 1354]
line-number: 13	[16, 213, 31, 228]
line-text[interactable]: Shut.Up.Family.E097.e-subs.hevc.720p-SiN.mkv [235 MB] - https://mega.nz/file/7x5CACBT#avCuU8xTNRGQ9xP87Q51dyeKqmGQsBnJUsmiCSmbZvM	[38, 1760, 1048, 1776]
line-text[interactable]: Shut.Up.Family.E041.e-subs.hevc.720p-SiN.mkv [273 MB] - https://mega.nz/file/vwAEUIJB#tCPtERxhR8Qh6XYuGwSEL9sG4O0QnQm5dSrrS0MIe0g	[38, 776, 1048, 792]
editor-line[interactable]	[0, 494, 1165, 512]
line-text[interactable]: Shut.Up.Family.E048.e-subs.hevc.720p-SiN.mkv [274 MB] - https://mega.nz/file/O4og0DoQ#AC1d-f8bi6GvXH23XectNOOPr1wxzkOAmQ1o5BlKTa8	[38, 899, 1048, 915]
editor-line[interactable]	[0, 301, 1165, 319]
editor-line[interactable]	[0, 863, 1165, 881]
line-number: 77	[16, 1338, 31, 1353]
editor-line[interactable]	[0, 529, 1165, 547]
line-text[interactable]: Shut.Up.Family.E071.e-subs.hevc.720p-SiN.mkv [214 MB] - https://mega.nz/file/nwJyQCIS#ki8FYMS-d_EuEI_V_6GgBnYH6yaouaM0h0Gb4MQLNnw	[38, 1303, 1048, 1319]
line-text[interactable]: Shut.Up.Family.E001.e-subs.hevc.720p-SiN.mkv [255 MB] - https://mega.nz/file/Op5ngbrY#cdsG7s-F76Nlw-n_cGndCv5AvgaF1VO-57mjX9KS3nU	[38, 73, 1048, 89]
line-text[interactable]: Shut.Up.Family.E042.e-subs.hevc.720p-SiN.mkv [305 MB] - https://mega.nz/file/3wIgQJBL#C-cSTdWXS4TuJECrBgIr681bVt25DRCoSTln33vcD4w	[38, 794, 1048, 810]
line-number: 111	[9, 1936, 31, 1951]
line-text[interactable]: Shut.Up.Family.E118.e-subs.hevc.720p-SiN.mkv [222 MB] - https://mega.nz/file/esw33R5A#wpzY8rwncoFqsnZuvRTIRj0fqdEsBmkwF5gR3ypbNFo	[38, 2129, 1048, 2145]
line-text[interactable]: Shut.Up.Family.E056.e-subs.hevc.720p-SiN.mkv [322 MB] - https://mega.nz/file/ugSmHLKS#VNZiVx1SM-GH6OXwXCunG6IYsGHCkyvBX_VZyzynr0	[38, 1040, 1040, 1056]
line-text[interactable]: Shut.Up.Family.E101.e-subs.hevc.720p-SiN.mkv [223 MB] - https://mega.nz/file/fwhAyLib#5809-NqTVQvbFha6i_ouVRyGdHxfnKWsFqWqke9QMgk	[38, 1831, 1048, 1847]
line-text[interactable]: Shut.Up.Family.E002.e-subs.hevc.720p-SiN.mkv [274 MB] - https://mega.nz/file/a9AGwRYJ#uk10MQ3-jqameZe5KE9EZD7WN1OjzLI8HWeksJhVCY	[38, 90, 1040, 106]
editor-line[interactable]	[0, 898, 1165, 916]
line-text[interactable]: Shut.Up.Family.E098.e-subs.hevc.720p-SiN.mkv [281 MB] - https://mega.nz/file/H8h2TZ6b#5FlGXsIV-WhXYAoMXXQb68s6EADLicBHOw2EXjsW3bs	[38, 1778, 1048, 1794]
line-text[interactable]: Shut.Up.Family.E037.e-subs.hevc.720p-SiN.mkv [220 MB] - https://mega.nz/file/PxJFkTAC#oPxqzooIDWuF57POCdMIN8UmNUuHCnXuEUXSvZ1SsDw	[38, 706, 1048, 722]
editor-line[interactable]	[0, 2023, 1165, 2041]
line-text[interactable]: Shut.Up.Family.E114.e-subs.hevc.720p-SiN.mkv [245 MB] - https://mega.nz/file/L5JgDJ4S#xTLhJkOECRTmvv-zq-WYsf6KauiQc-tDoRlQZr2RRas	[38, 2059, 1048, 2075]
